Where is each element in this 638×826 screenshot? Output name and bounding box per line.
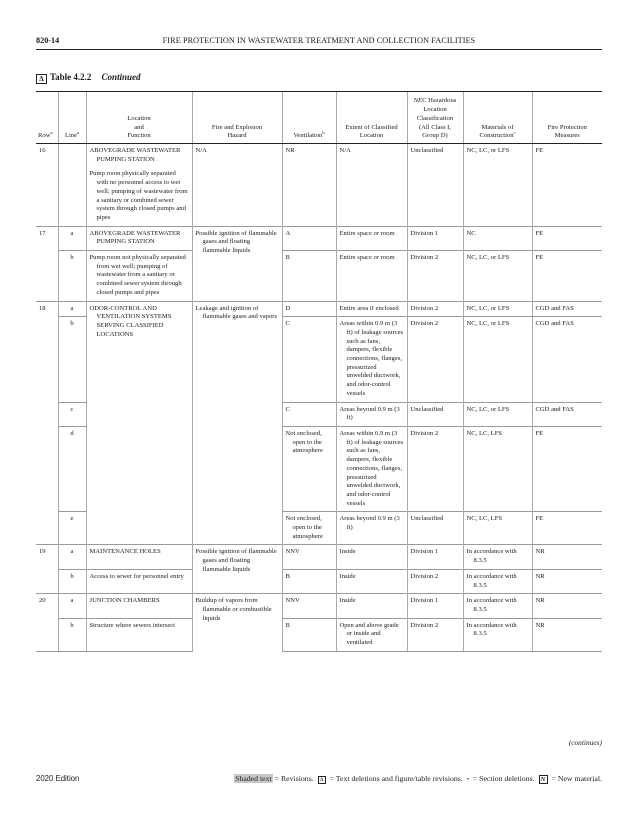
row-number	[36, 569, 58, 593]
row-number	[36, 251, 58, 302]
ventilation-cell: NNV	[282, 545, 336, 569]
hazard-cell: N/A	[192, 144, 282, 227]
row-number	[36, 317, 58, 402]
col-header-extent: Extent of Classified Location	[336, 92, 407, 144]
continued-label: Continued	[101, 72, 141, 82]
page-footer	[36, 774, 602, 786]
ventilation-cell: C	[282, 402, 336, 426]
location-cell	[86, 144, 192, 227]
ventilation-cell: Not enclosed, open to the atmosphere	[282, 512, 336, 545]
table-row	[36, 569, 602, 593]
fire-protection-cell: NR	[532, 569, 602, 593]
line-cell: d	[58, 426, 86, 511]
nec-cell: Division 1	[407, 594, 463, 618]
materials-cell: NC, LC, or LFS	[463, 317, 532, 402]
location-description: Structure where sewers intersect	[89, 621, 175, 629]
revision-delta-icon: Δ	[36, 74, 47, 84]
location-title: JUNCTION CHAMBERS	[89, 597, 160, 605]
line-cell: b	[58, 618, 86, 651]
row-number: 19	[36, 545, 58, 569]
extent-cell: Inside	[336, 569, 407, 593]
location-cell	[86, 594, 192, 618]
fire-protection-cell: CGD and FAS	[532, 402, 602, 426]
extent-cell: Open and above grade or inside and ventilated	[336, 618, 407, 651]
page-number: 820-14	[36, 36, 60, 45]
materials-cell: In accordance with 8.3.5	[463, 618, 532, 651]
extent-cell: Areas beyond 0.9 m (3 ft)	[336, 512, 407, 545]
col-header-row: Row$^a$	[36, 92, 58, 144]
header-rule	[36, 49, 602, 50]
ventilation-cell: A	[282, 226, 336, 250]
table-row	[36, 226, 602, 250]
line-cell: a	[58, 301, 86, 317]
table-label: Table 4.2.2	[50, 72, 92, 82]
location-cell	[86, 618, 192, 651]
ventilation-cell: B	[282, 569, 336, 593]
col-header-line: Line$^a$	[58, 92, 86, 144]
continues-note: (continues)	[568, 738, 602, 747]
nec-cell: Division 2	[407, 251, 463, 302]
table-row	[36, 594, 602, 618]
ventilation-cell: B	[282, 251, 336, 302]
extent-cell: Entire space or room	[336, 226, 407, 250]
location-title: ABOVEGRADE WASTEWATER PUMPING STATION	[89, 147, 181, 163]
row-number	[36, 512, 58, 545]
nec-cell: Division 2	[407, 317, 463, 402]
fire-protection-cell: FE	[532, 426, 602, 511]
materials-cell: In accordance with 8.3.5	[463, 569, 532, 593]
line-cell: e	[58, 512, 86, 545]
nec-cell: Division 1	[407, 226, 463, 250]
materials-cell: NC, LC, or LFS	[463, 251, 532, 302]
bullet-icon: •	[466, 777, 469, 783]
fire-protection-cell: NR	[532, 594, 602, 618]
extent-cell: N/A	[336, 144, 407, 227]
nec-cell: Division 2	[407, 426, 463, 511]
materials-cell: In accordance with 8.3.5	[463, 545, 532, 569]
row-number: 16	[36, 144, 58, 227]
line-cell: b	[58, 251, 86, 302]
location-cell	[86, 226, 192, 250]
location-cell	[86, 301, 192, 545]
ventilation-cell: NR	[282, 144, 336, 227]
hazard-cell: Possible ignition of flammable gases and floating flammable liquids	[192, 226, 282, 301]
fire-protection-cell: CGD and FAS	[532, 317, 602, 402]
fire-protection-cell: NR	[532, 545, 602, 569]
materials-cell: NC, LC, or LFS	[463, 144, 532, 227]
location-cell	[86, 569, 192, 593]
line-cell: a	[58, 226, 86, 250]
extent-cell: Inside	[336, 594, 407, 618]
nec-cell: Division 1	[407, 545, 463, 569]
location-cell	[86, 251, 192, 302]
row-number	[36, 618, 58, 651]
classification-table	[36, 91, 602, 652]
nec-cell: Unclassified	[407, 144, 463, 227]
row-number	[36, 426, 58, 511]
materials-cell: NC, LC, LFS	[463, 512, 532, 545]
line-cell: a	[58, 545, 86, 569]
extent-cell: Entire space or room	[336, 251, 407, 302]
line-cell	[58, 144, 86, 227]
extent-cell: Areas within 0.9 m (3 ft) of leakage sources such as fans, dampers, flexible connections, flanges, pressurized unwelded ductwork, and odor-control vessels	[336, 317, 407, 402]
delta-icon: Δ	[318, 776, 326, 784]
hazard-cell: Possible ignition of flammable gases and floating flammable liquids	[192, 545, 282, 594]
line-cell: a	[58, 594, 86, 618]
fire-protection-cell: NR	[532, 618, 602, 651]
extent-cell: Entire area if enclosed	[336, 301, 407, 317]
running-header	[36, 36, 602, 48]
table-caption	[36, 72, 140, 84]
table-row	[36, 301, 602, 317]
fire-protection-cell: FE	[532, 144, 602, 227]
nec-cell: Division 2	[407, 618, 463, 651]
location-description: Access to sewer for personnel entry	[89, 572, 184, 580]
nec-cell: Unclassified	[407, 402, 463, 426]
nec-cell: Division 2	[407, 301, 463, 317]
col-header-ventilation: Ventilation$^b$	[282, 92, 336, 144]
row-number: 17	[36, 226, 58, 250]
row-number	[36, 402, 58, 426]
ventilation-cell: B	[282, 618, 336, 651]
shaded-text-sample: Shaded text	[235, 774, 272, 783]
ventilation-cell: NNV	[282, 594, 336, 618]
fire-protection-cell: FE	[532, 251, 602, 302]
row-number: 18	[36, 301, 58, 317]
revision-legend: Shaded text = Revisions. Δ = Text deletions and figure/table revisions. • = Section deletions. N = New material.	[235, 774, 602, 783]
ventilation-cell: D	[282, 301, 336, 317]
location-title: ODOR-CONTROL AND VENTILATION SYSTEMS SERVING CLASSIFIED LOCATIONS	[89, 304, 172, 338]
table-row	[36, 618, 602, 651]
col-header-materials: Materials of Construction$^c$	[463, 92, 532, 144]
col-header-hazard: Fire and Explosion Hazard	[192, 92, 282, 144]
new-material-icon: N	[539, 775, 548, 784]
table-row	[36, 144, 602, 227]
materials-cell: NC, LC, or LFS	[463, 301, 532, 317]
fire-protection-cell: FE	[532, 512, 602, 545]
location-title: MAINTENANCE HOLES	[89, 548, 161, 556]
line-cell: c	[58, 402, 86, 426]
line-cell: b	[58, 317, 86, 402]
table-row	[36, 545, 602, 569]
location-cell	[86, 545, 192, 569]
document-title: FIRE PROTECTION IN WASTEWATER TREATMENT AND COLLECTION FACILITIES	[162, 36, 476, 45]
location-title: ABOVEGRADE WASTEWATER PUMPING STATION	[89, 229, 181, 246]
col-header-fire-protection: Fire Protection Measures	[532, 92, 602, 144]
edition-label: 2020 Edition	[36, 774, 80, 783]
ventilation-cell: C	[282, 317, 336, 402]
nec-cell: Unclassified	[407, 512, 463, 545]
line-cell: b	[58, 569, 86, 593]
row-number: 20	[36, 594, 58, 618]
extent-cell: Areas within 0.9 m (3 ft) of leakage sources such as fans, dampers, flexible connections, flanges, pressurized unwelded ductwork, and odor-control vessels	[336, 426, 407, 511]
ventilation-cell: Not enclosed, open to the atmosphere	[282, 426, 336, 511]
fire-protection-cell: FE	[532, 226, 602, 250]
extent-cell: Areas beyond 0.9 m (3 ft)	[336, 402, 407, 426]
hazard-cell: Leakage and ignition of flammable gases and vapors	[192, 301, 282, 545]
materials-cell: NC, LC, LFS	[463, 426, 532, 511]
location-description: Pump room physically separated with no personnel access to wet well; pumping of wastewater from a sanitary or combined sewer system through closed pumps and pipes	[89, 170, 188, 221]
col-header-location: Location and Function	[86, 92, 192, 144]
col-header-nec: NEC Hazardous Location Classification (All Class I, Group D)	[407, 92, 463, 144]
nec-cell: Division 2	[407, 569, 463, 593]
fire-protection-cell: CGD and FAS	[532, 301, 602, 317]
table-row	[36, 251, 602, 302]
hazard-cell: Buildup of vapors from flammable or combustible liquids	[192, 594, 282, 652]
materials-cell: In accordance with 8.3.5	[463, 594, 532, 618]
materials-cell: NC	[463, 226, 532, 250]
location-description: Pump room not physically separated from wet well; pumping of wastewater from a sanitary or combined sewer system through closed pumps and pipes	[89, 254, 186, 296]
materials-cell: NC, LC, or LFS	[463, 402, 532, 426]
extent-cell: Inside	[336, 545, 407, 569]
table-header-row	[36, 92, 602, 144]
